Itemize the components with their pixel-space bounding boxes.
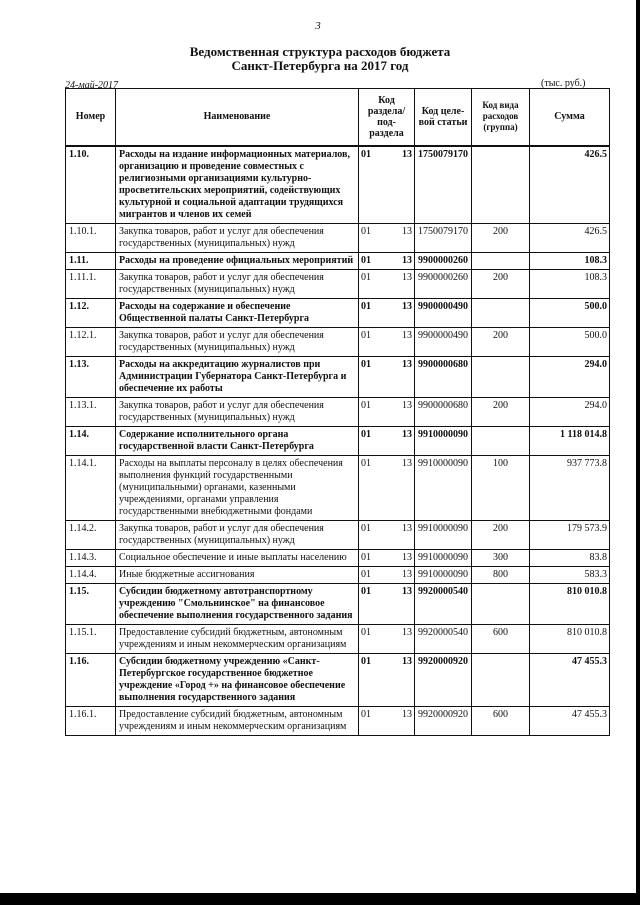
row-section-code [359, 327, 415, 356]
table-row [66, 549, 610, 566]
row-article-code: 9900000490 [415, 298, 472, 327]
row-article-code: 9900000680 [415, 356, 472, 397]
table-row [66, 356, 610, 397]
subsection-code: 13 [402, 626, 412, 638]
row-name: Содержание исполнительного органа государственной власти Санкт-Петербурга [116, 426, 359, 455]
row-expense-type [472, 426, 530, 455]
row-number: 1.13.1. [66, 397, 116, 426]
subsection-code: 13 [402, 522, 412, 534]
row-amount: 108.3 [530, 269, 610, 298]
section-code: 01 [361, 428, 371, 440]
table-row [66, 455, 610, 520]
subsection-code: 13 [402, 551, 412, 563]
section-code: 01 [361, 708, 371, 720]
row-article-code: 9900000490 [415, 327, 472, 356]
subsection-code: 13 [402, 457, 412, 469]
header-article: Код целе- вой статьи [415, 89, 472, 146]
row-name: Расходы на выплаты персоналу в целях обеспечения выполнения функций государственными (муниципальными) органами, казенными учреждениями, органами управления государственными внебюджетными фондами [116, 455, 359, 520]
subsection-code: 13 [402, 399, 412, 411]
page-number: 3 [315, 20, 321, 32]
row-number: 1.14.2. [66, 520, 116, 549]
header-number: Номер [66, 89, 116, 146]
row-number: 1.10.1. [66, 223, 116, 252]
section-code: 01 [361, 358, 371, 370]
row-section-code [359, 146, 415, 224]
row-number: 1.12.1. [66, 327, 116, 356]
title-line-1: Ведомственная структура расходов бюджета [189, 44, 451, 59]
row-expense-type [472, 583, 530, 624]
section-code: 01 [361, 300, 371, 312]
table-header-row [66, 89, 610, 146]
subsection-code: 13 [402, 300, 412, 312]
document-date: 24-май-2017 [65, 80, 119, 91]
table-row [66, 397, 610, 426]
title-line-2: Санкт-Петербурга на 2017 год [231, 58, 409, 73]
table-row [66, 426, 610, 455]
row-amount: 426.5 [530, 146, 610, 224]
row-name: Закупка товаров, работ и услуг для обеспечения государственных (муниципальных) нужд [116, 223, 359, 252]
row-amount: 47 455.3 [530, 706, 610, 735]
subsection-code: 13 [402, 271, 412, 283]
row-section-code [359, 520, 415, 549]
row-expense-type: 800 [472, 566, 530, 583]
section-code: 01 [361, 585, 371, 597]
row-expense-type [472, 146, 530, 224]
subsection-code: 13 [402, 428, 412, 440]
row-number: 1.11. [66, 252, 116, 269]
row-article-code: 9910000090 [415, 426, 472, 455]
row-article-code: 9920000540 [415, 624, 472, 653]
row-expense-type: 200 [472, 269, 530, 298]
row-amount: 583.3 [530, 566, 610, 583]
row-article-code: 9920000920 [415, 653, 472, 706]
subsection-code: 13 [402, 585, 412, 597]
table-row [66, 583, 610, 624]
row-article-code: 9910000090 [415, 549, 472, 566]
table-row [66, 298, 610, 327]
budget-table [65, 88, 610, 736]
document-title [0, 45, 640, 73]
row-name: Расходы на проведение официальных мероприятий [116, 252, 359, 269]
row-expense-type [472, 356, 530, 397]
row-number: 1.12. [66, 298, 116, 327]
header-amount: Сумма [530, 89, 610, 146]
section-code: 01 [361, 626, 371, 638]
table-row [66, 706, 610, 735]
row-section-code [359, 223, 415, 252]
row-number: 1.15. [66, 583, 116, 624]
row-expense-type: 300 [472, 549, 530, 566]
table-row [66, 252, 610, 269]
row-article-code: 9920000540 [415, 583, 472, 624]
row-name: Закупка товаров, работ и услуг для обеспечения государственных (муниципальных) нужд [116, 520, 359, 549]
table-row [66, 327, 610, 356]
row-expense-type: 600 [472, 624, 530, 653]
subsection-code: 13 [402, 148, 412, 160]
row-expense-type [472, 252, 530, 269]
row-section-code [359, 653, 415, 706]
row-expense-type: 600 [472, 706, 530, 735]
row-expense-type: 200 [472, 223, 530, 252]
row-article-code: 9910000090 [415, 520, 472, 549]
row-article-code: 1750079170 [415, 223, 472, 252]
row-amount: 179 573.9 [530, 520, 610, 549]
section-code: 01 [361, 148, 371, 160]
section-code: 01 [361, 568, 371, 580]
row-number: 1.13. [66, 356, 116, 397]
row-amount: 810 010.8 [530, 624, 610, 653]
table-row [66, 269, 610, 298]
table-row [66, 624, 610, 653]
row-amount: 294.0 [530, 356, 610, 397]
section-code: 01 [361, 655, 371, 667]
row-section-code [359, 426, 415, 455]
row-article-code: 1750079170 [415, 146, 472, 224]
row-section-code [359, 549, 415, 566]
table-row [66, 146, 610, 224]
row-expense-type: 100 [472, 455, 530, 520]
table-row [66, 653, 610, 706]
row-name: Закупка товаров, работ и услуг для обеспечения государственных (муниципальных) нужд [116, 397, 359, 426]
row-expense-type [472, 653, 530, 706]
header-expense-type: Код вида расходов (группа) [472, 89, 530, 146]
row-number: 1.14.3. [66, 549, 116, 566]
row-name: Иные бюджетные ассигнования [116, 566, 359, 583]
subsection-code: 13 [402, 358, 412, 370]
row-article-code: 9900000260 [415, 252, 472, 269]
row-expense-type: 200 [472, 397, 530, 426]
row-number: 1.14.4. [66, 566, 116, 583]
section-code: 01 [361, 551, 371, 563]
section-code: 01 [361, 225, 371, 237]
row-article-code: 9920000920 [415, 706, 472, 735]
row-article-code: 9900000260 [415, 269, 472, 298]
row-section-code [359, 269, 415, 298]
row-number: 1.11.1. [66, 269, 116, 298]
units-label: (тыс. руб.) [541, 78, 586, 89]
row-name: Предоставление субсидий бюджетным, автономным учреждениям и иным некоммерческим организациям [116, 706, 359, 735]
row-amount: 108.3 [530, 252, 610, 269]
row-amount: 500.0 [530, 327, 610, 356]
row-number: 1.10. [66, 146, 116, 224]
section-code: 01 [361, 254, 371, 266]
row-section-code [359, 298, 415, 327]
section-code: 01 [361, 271, 371, 283]
row-section-code [359, 566, 415, 583]
row-name: Закупка товаров, работ и услуг для обеспечения государственных (муниципальных) нужд [116, 269, 359, 298]
row-article-code: 9900000680 [415, 397, 472, 426]
row-expense-type: 200 [472, 327, 530, 356]
row-name: Закупка товаров, работ и услуг для обеспечения государственных (муниципальных) нужд [116, 327, 359, 356]
section-code: 01 [361, 522, 371, 534]
row-number: 1.14.1. [66, 455, 116, 520]
row-name: Субсидии бюджетному учреждению «Санкт-Петербургское государственное бюджетное учреждение «Город +» на финансовое обеспечение выполнения государственного задания [116, 653, 359, 706]
row-name: Расходы на издание информационных материалов, организацию и проведение совместных с религиозными организациями культурно-просветительских мероприятий, содействующих культурной и социальной адаптации трудящихся мигрантов и членов их семей [116, 146, 359, 224]
row-name: Субсидии бюджетному автотранспортному учреждению "Смольнинское" на финансовое обеспечение выполнения государственного задания [116, 583, 359, 624]
header-name: Наименование [116, 89, 359, 146]
table-row [66, 520, 610, 549]
row-number: 1.16. [66, 653, 116, 706]
row-amount: 83.8 [530, 549, 610, 566]
section-code: 01 [361, 329, 371, 341]
row-article-code: 9910000090 [415, 566, 472, 583]
row-section-code [359, 397, 415, 426]
row-name: Расходы на содержание и обеспечение Общественной палаты Санкт-Петербурга [116, 298, 359, 327]
row-expense-type [472, 298, 530, 327]
subsection-code: 13 [402, 225, 412, 237]
row-amount: 426.5 [530, 223, 610, 252]
row-amount: 810 010.8 [530, 583, 610, 624]
row-number: 1.15.1. [66, 624, 116, 653]
row-amount: 1 118 014.8 [530, 426, 610, 455]
row-name: Предоставление субсидий бюджетным, автономным учреждениям и иным некоммерческим организациям [116, 624, 359, 653]
row-section-code [359, 624, 415, 653]
row-name: Социальное обеспечение и иные выплаты населению [116, 549, 359, 566]
row-section-code [359, 356, 415, 397]
subsection-code: 13 [402, 329, 412, 341]
row-article-code: 9910000090 [415, 455, 472, 520]
row-section-code [359, 252, 415, 269]
row-name: Расходы на аккредитацию журналистов при Администрации Губернатора Санкт-Петербурга и обеспечение их работы [116, 356, 359, 397]
row-section-code [359, 583, 415, 624]
table-row [66, 566, 610, 583]
table-row [66, 223, 610, 252]
row-number: 1.16.1. [66, 706, 116, 735]
row-section-code [359, 706, 415, 735]
row-amount: 294.0 [530, 397, 610, 426]
row-expense-type: 200 [472, 520, 530, 549]
subsection-code: 13 [402, 568, 412, 580]
subsection-code: 13 [402, 655, 412, 667]
row-section-code [359, 455, 415, 520]
row-amount: 937 773.8 [530, 455, 610, 520]
row-number: 1.14. [66, 426, 116, 455]
section-code: 01 [361, 399, 371, 411]
section-code: 01 [361, 457, 371, 469]
row-amount: 47 455.3 [530, 653, 610, 706]
header-section: Код раздела/ под- раздела [359, 89, 415, 146]
subsection-code: 13 [402, 708, 412, 720]
row-amount: 500.0 [530, 298, 610, 327]
subsection-code: 13 [402, 254, 412, 266]
